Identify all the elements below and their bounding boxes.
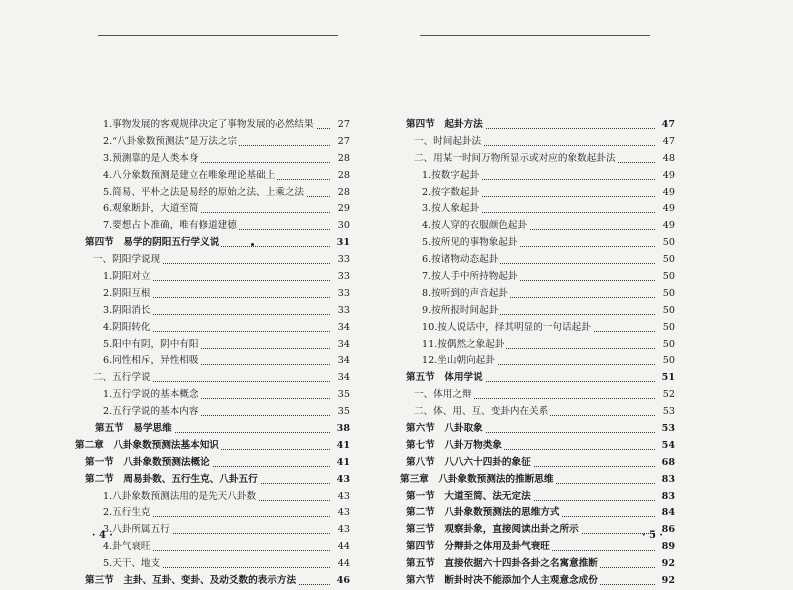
toc-entry-page: 50 [657, 286, 675, 303]
toc-entry-page: 35 [332, 387, 350, 404]
toc-entry-title: 5.阳中有阴，阴中有阳 [103, 337, 201, 354]
toc-entry [75, 117, 350, 134]
toc-entry-title: 第五节 易学思维 [95, 421, 174, 438]
toc-entry-page: 68 [657, 455, 675, 472]
toc-entry-page: 48 [657, 151, 675, 168]
toc-entry-title: 6.同性相斥，异性相吸 [103, 353, 201, 370]
toc-entry [75, 370, 350, 387]
toc-entry [75, 353, 350, 370]
toc-entry [75, 556, 350, 573]
toc-entry-page: 35 [332, 404, 350, 421]
toc-entry-page: 53 [657, 404, 675, 421]
toc-entry-title: 3.八卦所属五行 [103, 522, 172, 539]
toc-entry-title: 第二节 八卦象数预测法的思维方式 [406, 505, 562, 522]
toc-entry-page: 50 [657, 252, 675, 269]
toc-entry [400, 438, 675, 455]
toc-entry-title: 第四节 起卦方法 [406, 117, 485, 134]
toc-entry-title: 第八节 八八六十四卦的象征 [406, 455, 533, 472]
toc-entry-page: 50 [657, 303, 675, 320]
toc-entry-title: 6.观象断卦，大道至简 [103, 201, 201, 218]
toc-entry-page: 50 [657, 235, 675, 252]
toc-entry [400, 573, 675, 590]
toc-entry-page: 34 [332, 320, 350, 337]
toc-entry [400, 320, 675, 337]
toc-entry-title: 一、体用之辩 [414, 387, 474, 404]
toc-entry-title: 二、五行学说 [93, 370, 153, 387]
toc-entry [400, 286, 675, 303]
toc-entry [75, 168, 350, 185]
toc-entry-title: 4.按人穿的衣服颜色起卦 [422, 218, 529, 235]
toc-entry-page: 50 [657, 353, 675, 370]
toc-entry-title: 第一节 八卦象数预测法概论 [85, 455, 212, 472]
toc-entry-page: 43 [332, 489, 350, 506]
toc-entry-page: 28 [332, 168, 350, 185]
toc-entry [400, 201, 675, 218]
toc-entry-title: 一、阴阳学说现 [93, 252, 162, 269]
toc-entry [75, 404, 350, 421]
toc-entry-title: 第二章 八卦象数预测法基本知识 [75, 438, 221, 455]
toc-entry [400, 337, 675, 354]
toc-entry-title: 3.阴阳消长 [103, 303, 153, 320]
toc-entry [400, 370, 675, 387]
toc-entry [75, 320, 350, 337]
toc-entry-title: 3.按人象起卦 [422, 201, 481, 218]
toc-entry-page: 33 [332, 252, 350, 269]
toc-entry-page: 34 [332, 370, 350, 387]
toc-entry-page: 41 [332, 438, 350, 455]
right-page-toc [400, 117, 675, 590]
toc-entry-page: 38 [332, 421, 350, 438]
toc-entry-page: 29 [332, 201, 350, 218]
toc-entry-title: 第二节 周易卦数、五行生克、八卦五行 [85, 472, 260, 489]
toc-entry-title: 2.“八卦象数预测法”是万法之宗 [103, 134, 239, 151]
toc-entry [400, 151, 675, 168]
toc-entry [75, 235, 350, 252]
toc-entry-page: 43 [332, 522, 350, 539]
toc-entry [400, 421, 675, 438]
toc-entry-title: 二、体、用、互、变卦内在关系 [414, 404, 550, 421]
toc-entry-page: 47 [657, 117, 675, 134]
toc-entry [400, 168, 675, 185]
toc-entry-title: 2.五行学说的基本内容 [103, 404, 201, 421]
toc-entry-title: 第四节 分辩卦之体用及卦气衰旺 [406, 539, 552, 556]
toc-entry [400, 489, 675, 506]
toc-entry-title: 第四节 易学的阴阳五行学义说 [85, 235, 221, 252]
right-page-number: · 5 · [642, 530, 663, 541]
toc-entry [400, 404, 675, 421]
toc-entry-page: 31 [332, 235, 350, 252]
toc-entry [400, 269, 675, 286]
toc-entry-page: 92 [657, 573, 675, 590]
toc-entry-page: 28 [332, 151, 350, 168]
toc-entry [400, 117, 675, 134]
toc-entry [75, 185, 350, 202]
toc-entry-title: 1.事物发展的客观规律决定了事物发展的必然结果 [103, 117, 316, 134]
toc-entry-page: 54 [657, 438, 675, 455]
toc-entry-page: 34 [332, 337, 350, 354]
left-page-number: · 4 · [92, 530, 113, 541]
toc-entry-page: 33 [332, 269, 350, 286]
toc-entry-title: 5.简易、平朴之法是易经的原始之法、上乘之法 [103, 185, 306, 202]
toc-entry-title: 第六节 断卦时决不能添加个人主观意念成份 [406, 573, 600, 590]
toc-entry-title: 第六节 八卦取象 [406, 421, 485, 438]
toc-entry-page: 28 [332, 185, 350, 202]
toc-entry [75, 303, 350, 320]
toc-entry-title: 1.阴阳对立 [103, 269, 153, 286]
header-rule-left [98, 35, 338, 36]
toc-entry [75, 455, 350, 472]
toc-entry [75, 269, 350, 286]
toc-entry-page: 49 [657, 201, 675, 218]
toc-entry [400, 353, 675, 370]
toc-entry [75, 286, 350, 303]
toc-entry-title: 4.卦气衰旺 [103, 539, 153, 556]
toc-entry [400, 556, 675, 573]
toc-entry-title: 11.按偶然之象起卦 [422, 337, 506, 354]
toc-entry-page: 27 [332, 117, 350, 134]
toc-entry [75, 337, 350, 354]
toc-entry-page: 46 [332, 573, 350, 590]
toc-entry-title: 1.八卦象数预测法用的是先天八卦数 [103, 489, 258, 506]
toc-entry-title: 10.按人说话中，择其明显的一句话起卦 [422, 320, 593, 337]
toc-entry-page: 49 [657, 168, 675, 185]
toc-entry-title: 一、时间起卦法 [414, 134, 483, 151]
toc-entry [75, 489, 350, 506]
toc-entry-title: 4.八分象数预测是建立在唯象理论基础上 [103, 168, 277, 185]
toc-entry [400, 455, 675, 472]
toc-entry-title: 第三节 主卦、互卦、变卦、及动爻数的表示方法 [85, 573, 298, 590]
toc-entry-title: 5.按所见的事物象起卦 [422, 235, 520, 252]
toc-entry-title: 第七节 八卦万物类象 [406, 438, 504, 455]
toc-entry-title: 3.预测靠的是人类本身 [103, 151, 201, 168]
toc-entry [75, 134, 350, 151]
toc-entry-page: 50 [657, 269, 675, 286]
toc-entry-page: 34 [332, 353, 350, 370]
toc-entry-title: 9.按所报时间起卦 [422, 303, 500, 320]
toc-entry-title: 2.五行生克 [103, 505, 153, 522]
toc-entry-page: 43 [332, 505, 350, 522]
toc-entry-page: 83 [657, 489, 675, 506]
toc-entry-title: 7.要想占卜准确，唯有修道建德 [103, 218, 239, 235]
toc-entry-title: 第三节 观察卦象，直接阅读出卦之所示 [406, 522, 581, 539]
toc-entry-title: 二、用某一时间万物所显示或对应的象数起卦法 [414, 151, 617, 168]
toc-entry-page: 30 [332, 218, 350, 235]
scan-speck [251, 243, 254, 246]
toc-entry [400, 185, 675, 202]
toc-entry-title: 12.坐山朝向起卦 [422, 353, 497, 370]
toc-entry [400, 252, 675, 269]
toc-entry [75, 387, 350, 404]
toc-entry-title: 1.五行学说的基本概念 [103, 387, 201, 404]
toc-entry [75, 421, 350, 438]
toc-entry [75, 201, 350, 218]
toc-entry-page: 33 [332, 303, 350, 320]
toc-entry [75, 539, 350, 556]
toc-entry-title: 2.按字数起卦 [422, 185, 481, 202]
toc-entry-page: 44 [332, 556, 350, 573]
toc-entry-page: 49 [657, 218, 675, 235]
toc-entry-page: 51 [657, 370, 675, 387]
toc-entry [75, 218, 350, 235]
toc-entry [400, 218, 675, 235]
toc-entry [75, 151, 350, 168]
toc-entry-title: 第三章 八卦象数预测法的推断思维 [400, 472, 556, 489]
toc-entry [75, 522, 350, 539]
toc-entry-page: 83 [657, 472, 675, 489]
toc-entry-page: 44 [332, 539, 350, 556]
toc-entry-title: 1.按数字起卦 [422, 168, 481, 185]
toc-entry-page: 43 [332, 472, 350, 489]
toc-entry-page: 92 [657, 556, 675, 573]
toc-entry-title: 4.阴阳转化 [103, 320, 153, 337]
toc-entry [75, 252, 350, 269]
toc-entry-page: 50 [657, 320, 675, 337]
toc-entry [400, 134, 675, 151]
toc-entry-page: 52 [657, 387, 675, 404]
toc-entry-page: 49 [657, 185, 675, 202]
toc-entry [400, 303, 675, 320]
toc-entry [400, 505, 675, 522]
toc-entry-title: 8.按听到的声音起卦 [422, 286, 510, 303]
toc-entry-page: 50 [657, 337, 675, 354]
toc-entry [400, 539, 675, 556]
toc-entry [400, 387, 675, 404]
left-page-toc [75, 117, 350, 590]
header-rule-right [420, 35, 650, 36]
toc-entry-page: 33 [332, 286, 350, 303]
toc-entry-page: 47 [657, 134, 675, 151]
toc-entry-title: 6.按诸物动态起卦 [422, 252, 500, 269]
toc-entry-title: 2.阴阳互根 [103, 286, 153, 303]
toc-entry-page: 89 [657, 539, 675, 556]
toc-entry-title: 第一节 大道至简、法无定法 [406, 489, 533, 506]
toc-entry-page: 41 [332, 455, 350, 472]
toc-entry [75, 438, 350, 455]
toc-entry [400, 472, 675, 489]
toc-entry-title: 第五节 体用学说 [406, 370, 485, 387]
toc-entry-title: 5.天干、地支 [103, 556, 162, 573]
toc-entry-page: 53 [657, 421, 675, 438]
toc-entry [75, 505, 350, 522]
toc-entry [400, 522, 675, 539]
toc-entry [400, 235, 675, 252]
toc-entry-page: 27 [332, 134, 350, 151]
toc-entry [75, 472, 350, 489]
toc-entry-title: 7.按人手中所持物起卦 [422, 269, 520, 286]
toc-entry-page: 84 [657, 505, 675, 522]
toc-entry-page: 86 [657, 522, 675, 539]
toc-entry [75, 573, 350, 590]
toc-entry-title: 第五节 直接依据六十四卦各卦之名寓意推断 [406, 556, 600, 573]
